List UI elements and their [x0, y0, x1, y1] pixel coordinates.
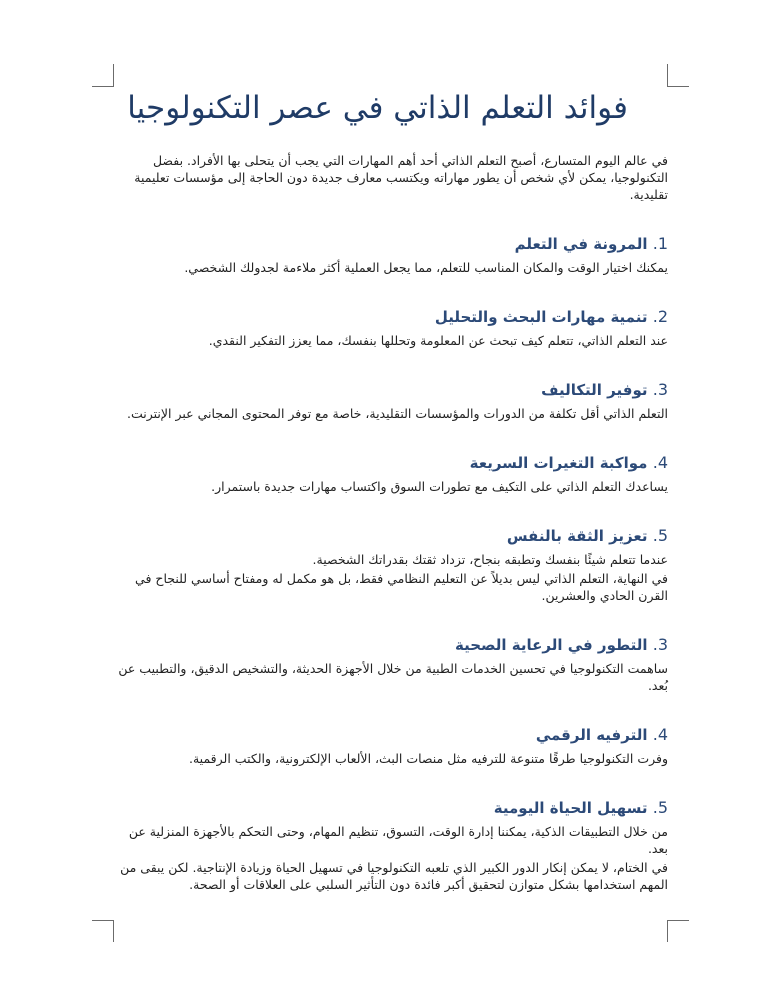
section — [112, 306, 668, 349]
document-title: فوائد التعلم الذاتي في عصر التكنولوجيا — [127, 90, 628, 126]
intro-paragraph: في عالم اليوم المتسارع، أصبح التعلم الذاتي أحد أهم المهارات التي يجب أن يتحلى بها الأفراد. بفضل التكنولوجيا، يمكن لأي شخص أن يطور مهاراته ويكتسب معارف جديدة دون الحاجة إلى مؤسسات تعليمية تقليدية. — [134, 153, 668, 202]
crop-mark-bottom-left-v — [113, 920, 114, 942]
section-number: 3. — [652, 380, 668, 399]
section-heading — [112, 634, 668, 656]
crop-mark-top-right-v — [667, 64, 668, 86]
section-paragraph: ساهمت التكنولوجيا في تحسين الخدمات الطبية من خلال الأجهزة الحديثة، والتشخيص الدقيق، والتطبيب عن بُعد. — [118, 661, 668, 693]
section-number: 4. — [652, 453, 668, 472]
section-heading — [112, 306, 668, 328]
section-paragraph: عند التعلم الذاتي، تتعلم كيف تبحث عن المعلومة وتحللها بنفسك، مما يعزز التفكير النقدي. — [208, 333, 668, 348]
crop-mark-top-left-v — [113, 64, 114, 86]
crop-mark-bottom-right-h — [667, 920, 689, 921]
section — [112, 724, 668, 767]
section-heading — [112, 452, 668, 474]
section-paragraph: في الختام، لا يمكن إنكار الدور الكبير الذي تلعبه التكنولوجيا في تسهيل الحياة وزيادة الإنتاجية. لكن يبقى من المهم استخدامها بشكل متوازن لتحقيق أكبر فائدة دون التأثير السلبي على العلاقات أو الصحة. — [120, 860, 668, 892]
section-heading — [112, 379, 668, 401]
section-heading-text: توفير التكاليف — [541, 381, 648, 399]
section-heading-text: تعزيز الثقة بالنفس — [506, 527, 648, 545]
section — [112, 452, 668, 495]
section-heading — [112, 797, 668, 819]
section — [112, 525, 668, 604]
section-heading — [112, 233, 668, 255]
crop-mark-bottom-left-h — [92, 920, 114, 921]
section-paragraph: عندما تتعلم شيئًا بنفسك وتطبقه بنجاح، تزداد ثقتك بقدراتك الشخصية. — [312, 552, 668, 567]
section-number: 5. — [652, 798, 668, 817]
section-number: 1. — [652, 234, 668, 253]
crop-mark-top-right-h — [667, 86, 689, 87]
section-paragraph: التعلم الذاتي أقل تكلفة من الدورات والمؤسسات التقليدية، خاصة مع توفر المحتوى المجاني عبر الإنترنت. — [127, 406, 668, 421]
section-number: 2. — [652, 307, 668, 326]
section-heading-text: مواكبة التغيرات السريعة — [469, 454, 648, 472]
section-heading-text: تسهيل الحياة اليومية — [493, 799, 648, 817]
section — [112, 634, 668, 694]
section-heading — [112, 724, 668, 746]
document-page — [112, 86, 668, 923]
section-paragraph: من خلال التطبيقات الذكية، يمكننا إدارة الوقت، التسوق، تنظيم المهام، وحتى التحكم بالأجهزة المنزلية عن بعد. — [128, 824, 668, 856]
section-paragraph: في النهاية، التعلم الذاتي ليس بديلاً عن التعليم النظامي فقط، بل هو مكمل له ومفتاح أساسي للنجاح في القرن الحادي والعشرين. — [135, 571, 668, 603]
section-paragraph: يمكنك اختيار الوقت والمكان المناسب للتعلم، مما يجعل العملية أكثر ملاءمة لجدولك الشخصي. — [184, 260, 668, 275]
section — [112, 233, 668, 276]
section — [112, 379, 668, 422]
section-heading-text: التطور في الرعاية الصحية — [454, 636, 648, 654]
crop-mark-top-left-h — [92, 86, 114, 87]
section-heading — [112, 525, 668, 547]
section-number: 4. — [652, 725, 668, 744]
section-paragraph: يساعدك التعلم الذاتي على التكيف مع تطورات السوق واكتساب مهارات جديدة باستمرار. — [211, 479, 668, 494]
section-heading-text: المرونة في التعلم — [514, 235, 648, 253]
section — [112, 797, 668, 893]
section-heading-text: تنمية مهارات البحث والتحليل — [434, 308, 648, 326]
section-heading-text: الترفيه الرقمي — [535, 726, 648, 744]
section-paragraph: وفرت التكنولوجيا طرقًا متنوعة للترفيه مثل منصات البث، الألعاب الإلكترونية، والكتب الرقمية. — [189, 751, 668, 766]
section-number: 5. — [652, 526, 668, 545]
crop-mark-bottom-right-v — [667, 920, 668, 942]
section-number: 3. — [652, 635, 668, 654]
sections-list — [112, 233, 668, 893]
